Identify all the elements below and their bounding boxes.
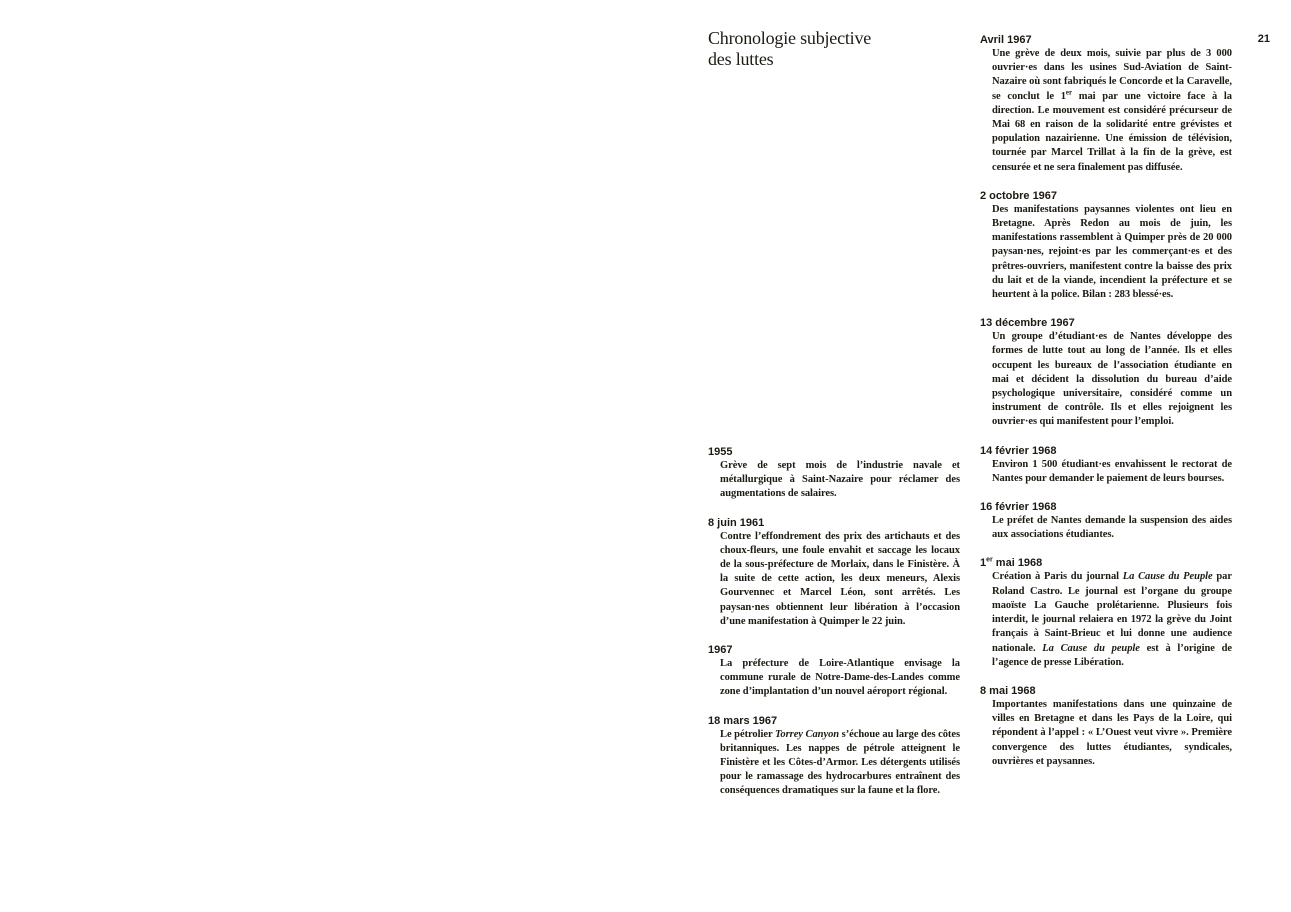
entry-text: Grève de sept mois de l’industrie navale et métallurgique à Saint-Nazaire pour réclamer des augmentations de salaires. [720, 460, 960, 500]
timeline-entry [708, 714, 960, 799]
entry-text-part: est à l’origine de l’agence de presse Libération. [992, 642, 1232, 668]
entry-text-part: s’échoue au large des côtes britanniques. Les nappes de pétrole atteignent le Finistère et les Côtes-d’Armor. Les détergents utilisés pour le ramassage des hydrocarbures entraînent des conséquences dramatiques sur la faune et la flore. [720, 728, 960, 797]
page-title [708, 28, 948, 70]
entry-text: Importantes manifestations dans une quinzaine de villes en Bretagne et dans les Pays de la Loire, qui répondent à l’appel : « L’Ouest veut vivre ». Première convergence des luttes étudiantes, syndicales, ouvrières et paysannes. [992, 698, 1232, 767]
timeline-entry [980, 316, 1232, 429]
timeline-entry [980, 189, 1232, 302]
entry-text-part: Création à Paris du journal [992, 571, 1123, 583]
page-title-line-2: des luttes [708, 49, 774, 69]
entry-text-part: mai par une victoire face à la direction. Le mouvement est considéré précurseur de Mai 68 en raison de la solidarité entre grévistes et population nazairienne. Une émission de télévision, tournée par Marcel Trillat à la fin de la grève, est censurée et ne sera finalement pas diffusée. [992, 90, 1232, 173]
entry-date-superscript: er [986, 556, 993, 564]
entry-date-part: 1 [980, 557, 987, 570]
timeline-entry [980, 33, 1232, 175]
page-number: 21 [1257, 33, 1270, 45]
entry-text: Un groupe d’étudiant·es de Nantes développe des formes de lutte tout au long de l’année. Ils et elles occupent les bureaux de l’association étudiante en mai et décident la dissolution du bureau d’aide psychologique universitaire, considéré comme un instrument de contrôle. Ils et elles rejoignent les ouvrier·es qui manifestent pour l’emploi. [992, 331, 1232, 428]
entry-text-part: par Roland Castro. Le journal est l’organe du groupe maoïste La Gauche prolétarienne. Plusieurs fois interdit, le journal relaiera en 1972 la grève du Joint français à Saint-Brieuc et lui donne une audience nationale. [992, 571, 1232, 654]
entry-date: 1955 [708, 446, 733, 458]
left-column [708, 445, 960, 813]
entry-text-superscript: er [1065, 88, 1073, 97]
entry-date: 16 février 1968 [980, 501, 1057, 514]
entry-text [992, 570, 1232, 669]
entry-text: Environ 1 500 étudiant·es envahissent le rectorat de Nantes pour demander le paiement de leurs bourses. [992, 458, 1232, 484]
page-title-line-1: Chronologie subjective [708, 28, 872, 48]
entry-text-part: Le pétrolier [720, 728, 776, 740]
entry-date-part: mai 1968 [992, 557, 1043, 570]
entry-date: 8 juin 1961 [708, 516, 765, 529]
entry-text [992, 47, 1232, 175]
entry-text: Contre l’effondrement des prix des artichauts et des choux-fleurs, une foule envahit et saccage les locaux de la sous-préfecture de Morlaix, dans le Finistère. À la suite de cette action, les deux meneurs, Alexis Gourvennec et Marcel Léon, sont arrêtés. Les paysan·nes obtiennent leur libération à l’occasion d’une manifestation à Quimper le 22 juin. [720, 530, 960, 627]
entry-date [980, 556, 1232, 570]
entry-text-italic: La Cause du Peuple [1122, 571, 1213, 583]
entry-date: 8 mai 1968 [980, 684, 1036, 697]
entry-text: La préfecture de Loire-Atlantique envisage la commune rurale de Notre-Dame-des-Landes comme zone d’implantation d’un nouvel aéroport régional. [720, 658, 960, 698]
entry-text: Des manifestations paysannes violentes ont lieu en Bretagne. Après Redon au mois de juin, les manifestations rassemblent à Quimper près de 20 000 paysan·nes, rejoint·es par les commerçant·es et des prêtres-ouvriers, manifestent contre la baisse des prix du lait et de la viande, incendient la préfecture et se heurtent à la police. Bilan : 283 blessé·es. [992, 203, 1232, 301]
right-column [980, 33, 1232, 783]
timeline-entry [708, 445, 960, 502]
timeline-entry [708, 643, 960, 700]
entry-date: 1967 [708, 644, 733, 657]
entry-text-italic: La Cause du peuple [1042, 642, 1140, 654]
entry-text-part: Une grève de deux mois, suivie par plus de 3 000 ouvrier·es dans les usines Sud-Aviation de Saint-Nazaire où sont fabriqués le Concorde et la Caravelle, se conclut le 1 [992, 48, 1232, 102]
timeline-entry [980, 684, 1232, 769]
entry-date: 13 décembre 1967 [980, 317, 1075, 330]
entry-date: Avril 1967 [980, 34, 1032, 46]
entry-date: 2 octobre 1967 [980, 189, 1058, 202]
timeline-entry [980, 500, 1232, 542]
entry-text: Le préfet de Nantes demande la suspension des aides aux associations étudiantes. [992, 515, 1232, 541]
entry-text-italic: Torrey Canyon [775, 728, 840, 740]
timeline-entry [708, 516, 960, 629]
timeline-entry [980, 444, 1232, 486]
entry-date: 14 février 1968 [980, 444, 1057, 457]
timeline-entry [980, 556, 1232, 669]
entry-text [720, 728, 960, 799]
entry-date: 18 mars 1967 [708, 714, 778, 727]
